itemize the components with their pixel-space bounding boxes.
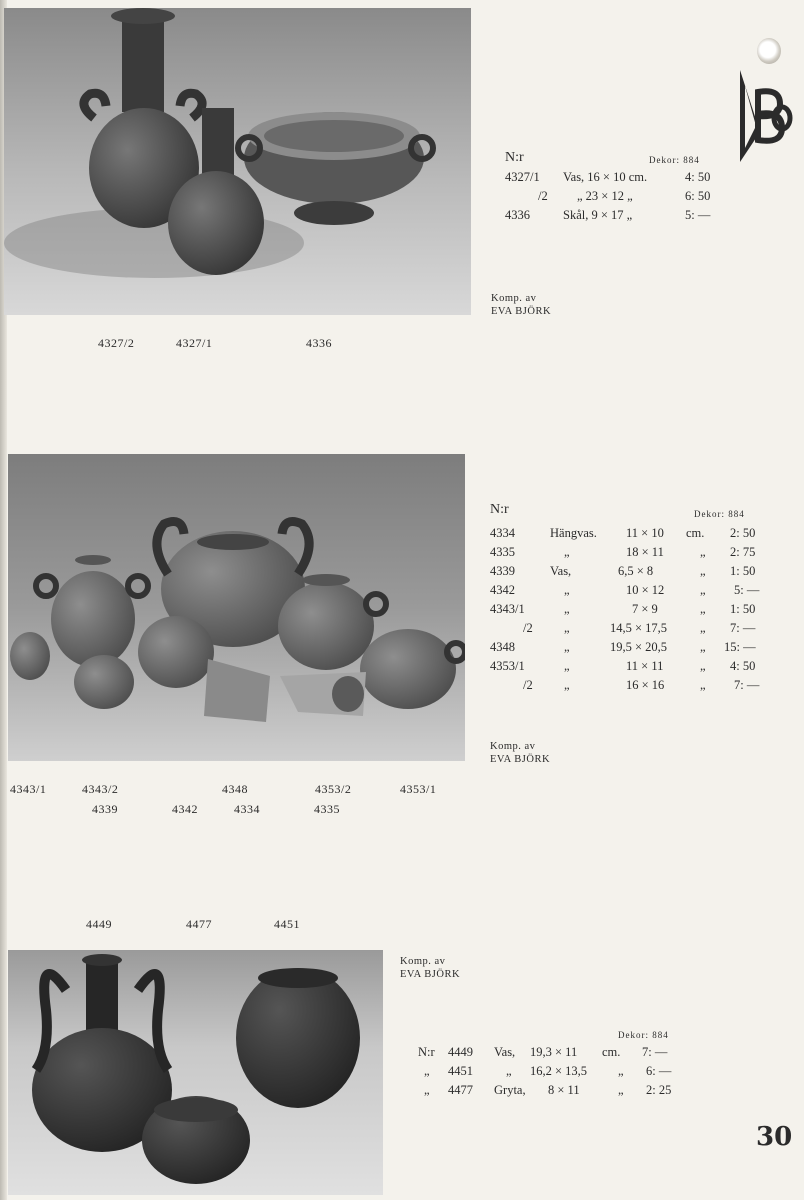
bo-logo	[738, 70, 794, 175]
item-unit: „	[700, 678, 706, 692]
price-list-1	[505, 150, 735, 227]
spec-row	[418, 1045, 698, 1064]
item-number: 4342	[490, 583, 515, 597]
photo-caption: 4327/1	[176, 336, 213, 350]
item-price: 6: —	[646, 1064, 672, 1078]
spec-row	[505, 189, 735, 208]
photo-caption: 4335	[314, 802, 340, 816]
price-list-2	[490, 502, 775, 522]
item-size: 19,5 × 20,5	[610, 640, 668, 654]
item-unit: „	[700, 545, 706, 559]
item-size: 8 × 11	[548, 1083, 580, 1097]
item-number: /2	[523, 678, 533, 692]
item-price: 2: 50	[730, 526, 756, 540]
item-desc: Vas, 16 × 10 cm.	[563, 170, 648, 184]
photo-vases-and-bowl	[4, 8, 471, 315]
spec-row	[490, 621, 775, 640]
photo-caption: 4336	[306, 336, 332, 350]
item-unit: „	[700, 583, 706, 597]
dekor-label: Dekor: 884	[649, 155, 700, 165]
photo-hanging-vases	[8, 454, 465, 761]
item-name: Hängvas.	[550, 526, 597, 540]
spec-row	[490, 545, 775, 564]
item-number: /2	[538, 189, 548, 203]
item-price: 15: —	[724, 640, 756, 654]
item-desc: „ 23 × 12 „	[577, 189, 633, 203]
item-number: 4343/1	[490, 602, 525, 616]
spec-row	[490, 602, 775, 621]
spec-row	[505, 170, 735, 189]
spec-row	[490, 583, 775, 602]
photo-caption: 4451	[274, 917, 300, 931]
item-number: 4339	[490, 564, 515, 578]
item-size: 10 × 12	[626, 583, 665, 597]
item-price: 7: —	[642, 1045, 668, 1059]
item-price: 2: 25	[646, 1083, 672, 1097]
photo-caption: 4343/2	[82, 782, 119, 796]
item-name: „	[564, 583, 570, 597]
item-size: 14,5 × 17,5	[610, 621, 668, 635]
item-size: 16 × 16	[626, 678, 665, 692]
item-size: 16,2 × 13,5	[530, 1064, 588, 1078]
komp-label: Komp. av	[400, 956, 446, 967]
item-name: „	[564, 621, 570, 635]
photo-caption: 4334	[234, 802, 260, 816]
item-price: 4: 50	[730, 659, 756, 673]
item-price: 6: 50	[685, 189, 711, 203]
item-name: „	[506, 1064, 512, 1078]
item-price: 7: —	[734, 678, 760, 692]
spec-row	[490, 526, 775, 545]
komp-label: Komp. av	[491, 293, 537, 304]
item-name: Gryta,	[494, 1083, 526, 1097]
item-unit: „	[618, 1083, 624, 1097]
item-name: Vas,	[550, 564, 572, 578]
item-price: 7: —	[730, 621, 756, 635]
item-size: 19,3 × 11	[530, 1045, 578, 1059]
item-unit: „	[618, 1064, 624, 1078]
item-unit: „	[700, 564, 706, 578]
item-price: 5: —	[734, 583, 760, 597]
item-number: 4348	[490, 640, 515, 654]
photo-caption: 4348	[222, 782, 248, 796]
item-price: 1: 50	[730, 564, 756, 578]
price-list-3	[418, 1028, 698, 1102]
item-unit: „	[700, 659, 706, 673]
photo-caption: 4327/2	[98, 336, 135, 350]
item-size: 11 × 11	[626, 659, 664, 673]
photo-caption: 4353/2	[315, 782, 352, 796]
photo-caption: 4342	[172, 802, 198, 816]
item-price: 5: —	[685, 208, 711, 222]
item-prefix: „	[424, 1083, 430, 1097]
photo-jug-vase-pot	[8, 950, 383, 1195]
item-size: 7 × 9	[632, 602, 658, 616]
spec-row	[490, 564, 775, 583]
item-number: 4477	[448, 1083, 473, 1097]
item-desc: Skål, 9 × 17 „	[563, 208, 633, 222]
nr-header: N:r	[490, 502, 509, 517]
item-number: 4334	[490, 526, 515, 540]
item-name: „	[564, 640, 570, 654]
dekor-label: Dekor: 884	[618, 1030, 669, 1040]
punch-hole	[757, 38, 781, 64]
item-name: „	[564, 659, 570, 673]
item-size: 18 × 11	[626, 545, 664, 559]
item-prefix: N:r	[418, 1045, 435, 1059]
spec-row	[490, 678, 775, 697]
item-unit: „	[700, 640, 706, 654]
designer-name: EVA BJÖRK	[491, 306, 552, 317]
item-number: 4327/1	[505, 170, 540, 184]
item-size: 6,5 × 8	[618, 564, 654, 578]
photo-caption: 4353/1	[400, 782, 437, 796]
komp-label: Komp. av	[490, 741, 536, 752]
dekor-label: Dekor: 884	[694, 509, 745, 519]
spec-row	[418, 1064, 698, 1083]
photo-caption: 4339	[92, 802, 118, 816]
item-name: „	[564, 602, 570, 616]
item-unit: „	[700, 621, 706, 635]
item-number: 4353/1	[490, 659, 525, 673]
item-name: Vas,	[494, 1045, 516, 1059]
item-price: 2: 75	[730, 545, 756, 559]
item-number: /2	[523, 621, 533, 635]
spec-row	[490, 640, 775, 659]
item-unit: „	[700, 602, 706, 616]
item-size: 11 × 10	[626, 526, 664, 540]
item-unit: cm.	[686, 526, 705, 540]
nr-header: N:r	[505, 150, 524, 165]
item-number: 4451	[448, 1064, 473, 1078]
item-name: „	[564, 678, 570, 692]
photo-caption: 4477	[186, 917, 212, 931]
item-price: 1: 50	[730, 602, 756, 616]
item-number: 4335	[490, 545, 515, 559]
item-prefix: „	[424, 1064, 430, 1078]
designer-credit-1	[491, 292, 551, 318]
price-list-2-rows	[490, 526, 775, 697]
page-number: 30	[756, 1122, 793, 1152]
spec-row	[490, 659, 775, 678]
designer-credit-3	[400, 955, 460, 981]
photo-caption: 4449	[86, 917, 112, 931]
item-number: 4449	[448, 1045, 473, 1059]
designer-credit-2	[490, 740, 550, 766]
item-name: „	[564, 545, 570, 559]
designer-name: EVA BJÖRK	[400, 969, 461, 980]
item-price: 4: 50	[685, 170, 711, 184]
spec-row	[505, 208, 735, 227]
photo-caption: 4343/1	[10, 782, 47, 796]
item-unit: cm.	[602, 1045, 621, 1059]
designer-name: EVA BJÖRK	[490, 754, 551, 765]
spec-row	[418, 1083, 698, 1102]
item-number: 4336	[505, 208, 530, 222]
